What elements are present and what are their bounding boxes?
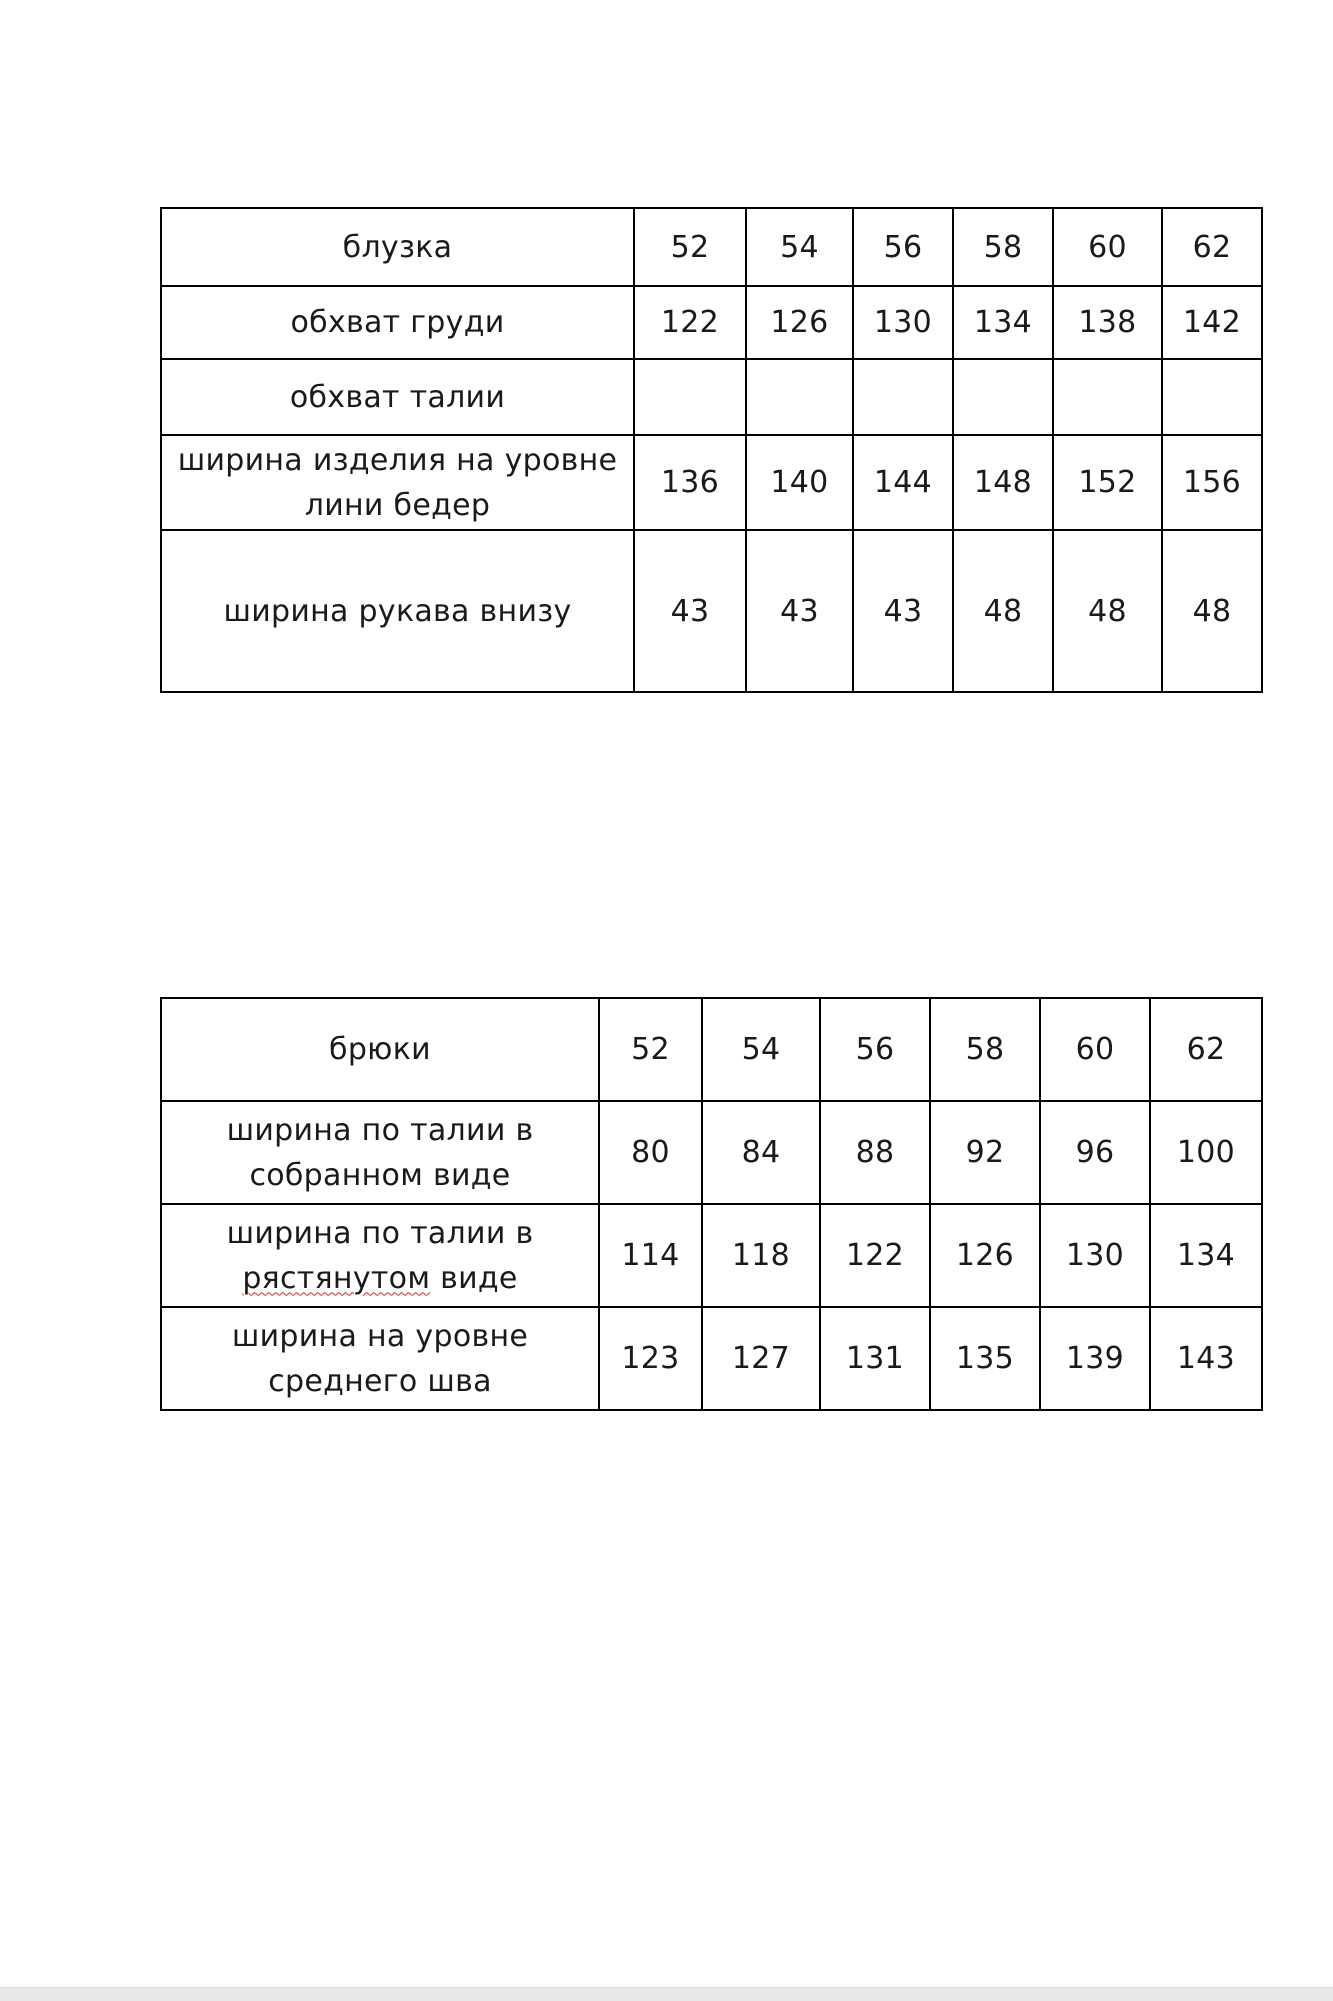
row-label-line: собранном виде: [249, 1157, 511, 1193]
table-title-cell: брюки: [161, 998, 599, 1101]
row-label-line: ширина на уровне: [231, 1318, 529, 1354]
size-header-cell: 54: [746, 208, 853, 286]
value-cell: 123: [599, 1307, 702, 1410]
value-cell: 143: [1150, 1307, 1262, 1410]
size-header-cell: 60: [1040, 998, 1150, 1101]
value-cell: 92: [930, 1101, 1040, 1204]
value-cell: 138: [1053, 286, 1162, 359]
pants-size-table: [160, 997, 1263, 1411]
table-row: [161, 435, 1262, 530]
value-cell: 122: [634, 286, 746, 359]
value-cell: 48: [953, 530, 1053, 692]
size-header-cell: 56: [820, 998, 930, 1101]
size-header-cell: 52: [599, 998, 702, 1101]
table-row: [161, 286, 1262, 359]
value-cell: 80: [599, 1101, 702, 1204]
table-row: [161, 530, 1262, 692]
value-cell: 100: [1150, 1101, 1262, 1204]
size-header-cell: 60: [1053, 208, 1162, 286]
value-cell: 118: [702, 1204, 820, 1307]
value-cell: 135: [930, 1307, 1040, 1410]
value-cell: 144: [853, 435, 953, 530]
value-cell: 142: [1162, 286, 1262, 359]
value-cell: [634, 359, 746, 435]
row-label-cell: [161, 1204, 599, 1307]
value-cell: [1162, 359, 1262, 435]
value-cell: [953, 359, 1053, 435]
value-cell: 43: [853, 530, 953, 692]
value-cell: 130: [1040, 1204, 1150, 1307]
row-label-cell: обхват груди: [161, 286, 634, 359]
size-header-cell: 56: [853, 208, 953, 286]
value-cell: 122: [820, 1204, 930, 1307]
value-cell: 43: [634, 530, 746, 692]
spellcheck-flagged-word: рястянутом: [242, 1260, 431, 1296]
size-header-cell: 62: [1150, 998, 1262, 1101]
row-label-cell: [161, 1307, 599, 1410]
table-header-row: [161, 208, 1262, 286]
value-cell: 148: [953, 435, 1053, 530]
value-cell: 134: [953, 286, 1053, 359]
value-cell: 48: [1162, 530, 1262, 692]
value-cell: 88: [820, 1101, 930, 1204]
row-label-line: среднего шва: [268, 1363, 492, 1399]
value-cell: [853, 359, 953, 435]
size-header-cell: 54: [702, 998, 820, 1101]
page-bottom-edge: [0, 1987, 1333, 2001]
row-label-line: ширина по талии в: [226, 1112, 534, 1148]
blouse-size-table: [160, 207, 1263, 693]
value-cell: [746, 359, 853, 435]
value-cell: [1053, 359, 1162, 435]
row-label-line: лини бедер: [304, 487, 491, 523]
row-label-line: ширина изделия на уровне: [177, 442, 618, 478]
value-cell: 139: [1040, 1307, 1150, 1410]
size-header-cell: 58: [953, 208, 1053, 286]
value-cell: 156: [1162, 435, 1262, 530]
value-cell: 152: [1053, 435, 1162, 530]
value-cell: 84: [702, 1101, 820, 1204]
value-cell: 126: [930, 1204, 1040, 1307]
row-label-line: ширина по талии в: [226, 1215, 534, 1251]
value-cell: 96: [1040, 1101, 1150, 1204]
value-cell: 127: [702, 1307, 820, 1410]
size-header-cell: 58: [930, 998, 1040, 1101]
value-cell: 134: [1150, 1204, 1262, 1307]
value-cell: 140: [746, 435, 853, 530]
table-row: [161, 359, 1262, 435]
value-cell: 130: [853, 286, 953, 359]
size-header-cell: 62: [1162, 208, 1262, 286]
table-row: [161, 1307, 1262, 1410]
table-title-cell: блузка: [161, 208, 634, 286]
row-label-cell: [161, 435, 634, 530]
value-cell: 43: [746, 530, 853, 692]
row-label-cell: обхват талии: [161, 359, 634, 435]
value-cell: 114: [599, 1204, 702, 1307]
value-cell: 131: [820, 1307, 930, 1410]
table-row: [161, 1204, 1262, 1307]
value-cell: 136: [634, 435, 746, 530]
size-header-cell: 52: [634, 208, 746, 286]
row-label-cell: ширина рукава внизу: [161, 530, 634, 692]
value-cell: 126: [746, 286, 853, 359]
row-label-cell: [161, 1101, 599, 1204]
row-label-line: [166, 1256, 594, 1301]
table-row: [161, 1101, 1262, 1204]
row-label-text: виде: [430, 1260, 518, 1296]
value-cell: 48: [1053, 530, 1162, 692]
table-header-row: [161, 998, 1262, 1101]
